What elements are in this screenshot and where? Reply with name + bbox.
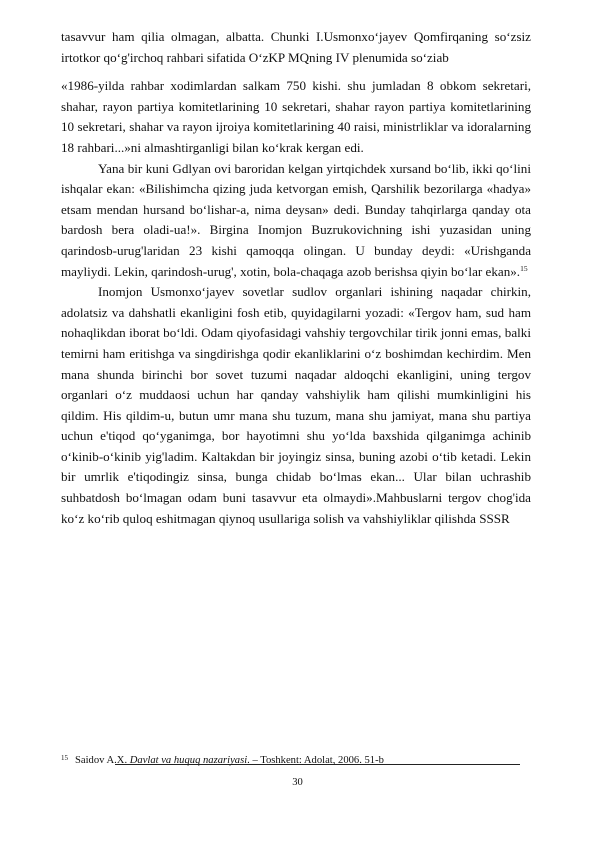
paragraph-3 (61, 159, 531, 283)
footnote-number: 15 (61, 754, 68, 762)
paragraph-3-text: Yana bir kuni Gdlyan ovi baroridan kelgan yirtqichdek xursand bo‘lib, ikki qo‘lini ishqalar ekan: «Bilishimcha qizing juda ketvorgan emish, Qarshilik bezorilarga «hadya» etsam mendan hursand bo‘lishar-a, nima deysan» dedi. Bunday tahqirlarga qanday ota bardosh bera oladi-ua!». Birgina Inomjon Buzrukovichning ishi yuzasidan uning qarindosb-urug'laridan 23 kishi qamoqqa olingan. U bunday deydi: «Urishganda mayliydi. Lekin, qarindosh-urug', xotin, bola-chaqaga azob berishsa qiyin bo‘lar ekan». (61, 160, 531, 279)
footnote-title: Davlat va huquq nazariyasi (129, 755, 248, 766)
page-number: 30 (292, 777, 303, 788)
paragraph-1: tasavvur ham qilia olmagan, albatta. Chunki I.Usmonxo‘jayev Qomfirqaning so‘zsiz irtotkor qo‘g'irchoq rahbari sifatida O‘zKP MQning IV plenumida so‘ziab (61, 29, 531, 65)
paragraph-4: Inomjon Usmonxo‘jayev sovetlar sudlov organlari ishining naqadar chirkin, adolatsiz va dahshatli ekanligini fosh etib, quyidagilarni yozadi: «Tergov ham, sud ham nohaqlikdan iborat bo‘ldi. Odam qiyofasidagi vahshiy tergovchilar tirik jonni emas, balki temirni ham eritishga va singdirishga qodir ekanliklarini o‘z boshimdan kechirdim. Men mana shunda birinchi bor sovet tuzumi naqadar aldoqchi ekanligini, uning tergov organlari o‘z muddaosi uchun har qanday vahshiylik ham qilishi mumkinligini his qildim. His qildim-u, butun umr mana shu tuzum, mana shu jamiyat, mana shu partiya uchun e'tiqod qo‘yganimga, bor hayotimni shu yo‘lda baxshida qilganimga achinib o‘kinib-o‘kinib yig'ladim. Kaltakdan bir joyingiz sinsa, buning azobi o‘tib ketadi. Lekin bir umrlik e'tiqodingiz sinsa, bunga chidab bo‘lmas ekan... Ular bilan uchrashib suhbatdosh bo‘lmagan odam buni tasavvur eta olmaydi».Mahbuslarni tergov chog'ida ko‘z ko‘rib quloq eshitmagan qiynoq usullariga solish va vahshiyliklar qilishda SSSR (61, 284, 531, 526)
footnote-author: Saidov A.X. (75, 755, 130, 766)
footnote-details: . – Toshkent: Adolat, 2006. 51-b (247, 755, 384, 766)
paragraph-2: «1986-yilda rahbar xodimlardan salkam 750 kishi. shu jumladan 8 obkom sekretari, shahar, rayon partiya komitetlarining 10 sekretari, shahar rayon partiya komitetlarining 10 sekretari, shahar va rayon ijroiya komitetlarining 40 raisi, ministrliklar va idoralarning 18 rahbari...»ni almashtirganligi bilan ko‘krak kergan edi. (61, 78, 531, 155)
footnote-reference[interactable]: 15 (520, 263, 528, 273)
body-text (61, 27, 531, 529)
footnote-divider (115, 764, 520, 765)
